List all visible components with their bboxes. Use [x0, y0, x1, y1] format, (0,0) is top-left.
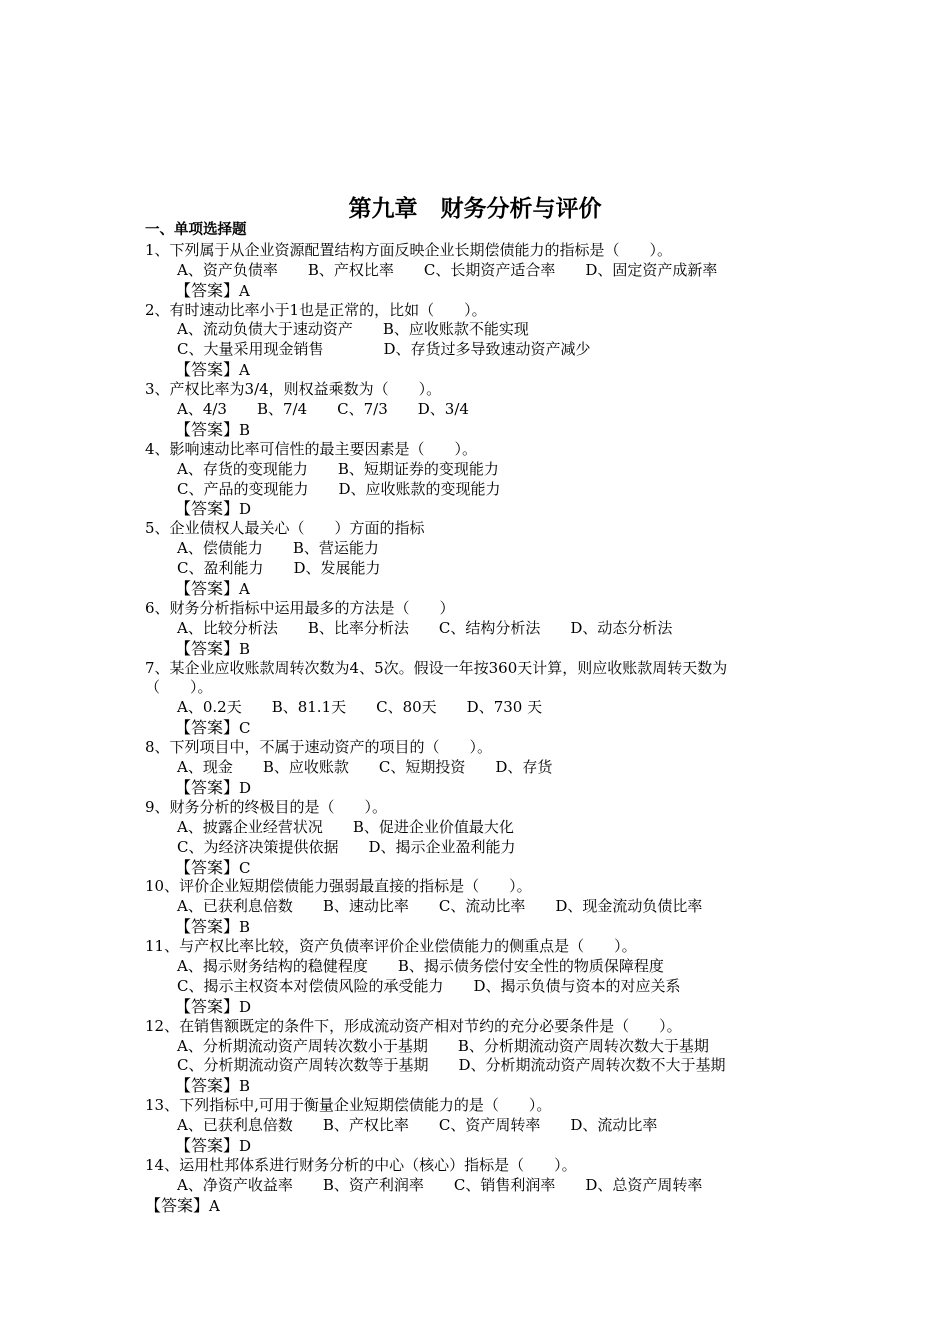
question-item — [145, 380, 935, 440]
question-options: A、已获利息倍数 B、速动比率 C、流动比率 D、现金流动负债比率 — [177, 897, 703, 916]
question-stem: 3、产权比率为3/4，则权益乘数为（ ）。 — [145, 380, 442, 399]
answer-value: D — [239, 778, 252, 797]
answer-label: 【答案】 — [175, 1135, 240, 1155]
answer-label: 【答案】 — [175, 579, 240, 599]
question-item — [145, 519, 935, 599]
answer-line — [145, 360, 935, 380]
answer-line — [145, 917, 935, 937]
answer-value: A — [239, 361, 250, 380]
question-stem: 12、在销售额既定的条件下，形成流动资产相对节约的充分必要条件是（ ）。 — [145, 1016, 682, 1035]
question-options: C、分析期流动资产周转次数等于基期 D、分析期流动资产周转次数不大于基期 — [177, 1056, 726, 1075]
answer-value: B — [239, 918, 251, 937]
question-options: A、分析期流动资产周转次数小于基期 B、分析期流动资产周转次数大于基期 — [177, 1036, 709, 1055]
answer-label: 【答案】 — [175, 857, 240, 877]
answer-value: D — [239, 1136, 252, 1155]
question-item — [145, 1156, 935, 1216]
question-options: C、产品的变现能力 D、应收账款的变现能力 — [177, 479, 501, 498]
answer-value: A — [239, 281, 250, 300]
question-options: A、资产负债率 B、产权比率 C、长期资产适合率 D、固定资产成新率 — [177, 260, 718, 279]
answer-line — [145, 639, 935, 659]
answer-line — [145, 499, 935, 519]
answer-label: 【答案】 — [175, 777, 240, 797]
answer-value: A — [209, 1196, 220, 1215]
question-item — [145, 301, 935, 381]
question-stem: 4、影响速动比率可信性的最主要因素是（ ）。 — [145, 439, 478, 458]
question-item — [145, 1096, 935, 1156]
question-options: A、4/3 B、7/4 C、7/3 D、3/4 — [177, 400, 469, 419]
question-stem: 11、与产权比率比较，资产负债率评价企业偿债能力的侧重点是（ ）。 — [145, 937, 637, 956]
answer-line — [145, 1196, 935, 1216]
question-stem: 2、有时速动比率小于1也是正常的，比如（ ）。 — [145, 300, 487, 319]
answer-line — [145, 997, 935, 1017]
answer-label: 【答案】 — [175, 718, 240, 738]
question-options: A、存货的变现能力 B、短期证券的变现能力 — [177, 459, 499, 478]
question-stem: 9、财务分析的终极目的是（ ）。 — [145, 797, 388, 816]
question-item — [145, 241, 935, 301]
question-options: A、流动负债大于速动资产 B、应收账款不能实现 — [177, 320, 529, 339]
answer-label: 【答案】 — [175, 280, 240, 300]
answer-value: B — [239, 420, 251, 439]
question-options: A、净资产收益率 B、资产利润率 C、销售利润率 D、总资产周转率 — [177, 1175, 703, 1194]
answer-value: D — [239, 997, 252, 1016]
answer-line — [145, 778, 935, 798]
answer-line — [145, 718, 935, 738]
answer-value: C — [239, 858, 251, 877]
answer-value: B — [239, 639, 251, 658]
question-item — [145, 440, 935, 520]
answer-value: B — [239, 1077, 251, 1096]
question-item — [145, 738, 935, 798]
answer-line — [145, 579, 935, 599]
answer-label: 【答案】 — [175, 917, 240, 937]
answer-line — [145, 1136, 935, 1156]
question-options: A、现金 B、应收账款 C、短期投资 D、存货 — [177, 758, 553, 777]
answer-label: 【答案】 — [175, 360, 240, 380]
answer-line — [145, 420, 935, 440]
question-stem: 8、下列项目中，不属于速动资产的项目的（ ）。 — [145, 738, 493, 757]
answer-label: 【答案】 — [175, 499, 240, 519]
question-options: A、比较分析法 B、比率分析法 C、结构分析法 D、动态分析法 — [177, 618, 673, 637]
question-options: C、盈利能力 D、发展能力 — [177, 559, 381, 578]
question-options: A、已获利息倍数 B、产权比率 C、资产周转率 D、流动比率 — [177, 1116, 658, 1135]
question-list — [145, 221, 935, 1216]
question-item — [145, 798, 935, 878]
question-stem: 5、企业债权人最关心（ ）方面的指标 — [145, 519, 425, 538]
answer-label: 【答案】 — [175, 638, 240, 658]
chapter-title: 第九章 财务分析与评价 — [348, 196, 602, 222]
question-options: C、为经济决策提供依据 D、揭示企业盈利能力 — [177, 837, 516, 856]
answer-line — [145, 281, 935, 301]
question-stem: （ ）。 — [145, 678, 213, 697]
answer-label: 【答案】 — [145, 1195, 210, 1215]
question-options: C、揭示主权资本对偿债风险的承受能力 D、揭示负债与资本的对应关系 — [177, 976, 681, 995]
answer-value: D — [239, 500, 252, 519]
question-stem: 14、运用杜邦体系进行财务分析的中心（核心）指标是（ ）。 — [145, 1155, 577, 1174]
question-options: A、偿债能力 B、营运能力 — [177, 539, 379, 558]
question-stem: 10、评价企业短期偿债能力强弱最直接的指标是（ ）。 — [145, 877, 532, 896]
section-heading: 一、单项选择题 — [145, 222, 247, 238]
question-options: A、0.2天 B、81.1天 C、80天 D、730 天 — [177, 698, 543, 717]
question-item — [145, 877, 935, 937]
question-item — [145, 659, 935, 739]
question-stem: 1、下列属于从企业资源配置结构方面反映企业长期偿债能力的指标是（ ）。 — [145, 240, 673, 259]
question-options: C、大量采用现金销售 D、存货过多导致速动资产减少 — [177, 340, 591, 359]
answer-label: 【答案】 — [175, 996, 240, 1016]
question-stem: 6、财务分析指标中运用最多的方法是（ ） — [145, 598, 455, 617]
answer-value: A — [239, 580, 250, 599]
question-options: A、披露企业经营状况 B、促进企业价值最大化 — [177, 817, 514, 836]
question-item — [145, 599, 935, 659]
answer-line — [145, 858, 935, 878]
answer-label: 【答案】 — [175, 1076, 240, 1096]
question-stem: 13、下列指标中,可用于衡量企业短期偿债能力的是（ ）。 — [145, 1096, 552, 1115]
answer-line — [145, 1076, 935, 1096]
answer-value: C — [239, 719, 251, 738]
answer-label: 【答案】 — [175, 419, 240, 439]
question-item — [145, 1017, 935, 1097]
question-item — [145, 937, 935, 1017]
question-options: A、揭示财务结构的稳健程度 B、揭示债务偿付安全性的物质保障程度 — [177, 956, 664, 975]
question-stem: 7、某企业应收账款周转次数为4、5次。假设一年按360天计算，则应收账款周转天数为 — [145, 658, 728, 677]
